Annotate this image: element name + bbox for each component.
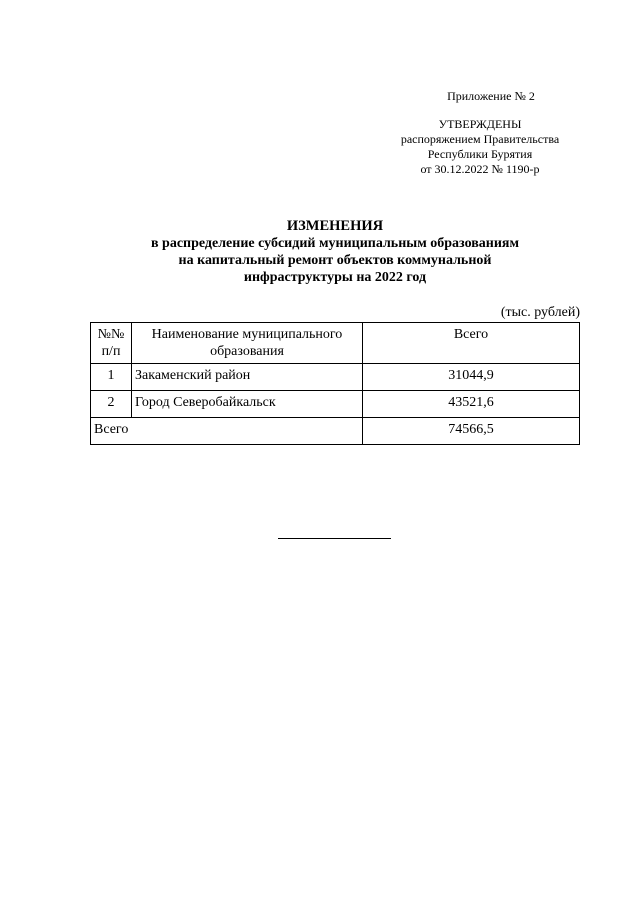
header-num-line2: п/п (101, 344, 121, 359)
header-name (132, 323, 363, 364)
approval-authority: распоряжением Правительства (400, 132, 560, 146)
row-num: 2 (91, 391, 132, 418)
header-total: Всего (363, 323, 580, 364)
approval-status: УТВЕРЖДЕНЫ (438, 117, 522, 131)
footer-total: 74566,5 (363, 418, 580, 445)
row-total: 43521,6 (363, 391, 580, 418)
header-name-line2: образования (210, 344, 284, 359)
title-line-2: в распределение субсидий муниципальным образованиям (150, 236, 520, 251)
row-name: Город Северобайкальск (132, 391, 363, 418)
row-num: 1 (91, 364, 132, 391)
approval-date-number: от 30.12.2022 № 1190-р (420, 162, 540, 176)
subsidies-table (90, 322, 580, 445)
header-name-line1: Наименование муниципального (151, 327, 343, 342)
table-row (91, 391, 580, 418)
approval-block (380, 117, 580, 177)
title-line-3: на капитальный ремонт объектов коммунальной (178, 253, 492, 268)
approval-region: Республики Бурятия (427, 147, 533, 161)
footer-label: Всего (91, 418, 363, 445)
row-total: 31044,9 (363, 364, 580, 391)
header-num-line1: №№ (97, 327, 125, 342)
unit-note: (тыс. рублей) (500, 305, 580, 320)
header-num (91, 323, 132, 364)
title-line-4: инфраструктуры на 2022 год (243, 270, 427, 285)
annex-label: Приложение № 2 (447, 89, 535, 103)
end-divider (278, 538, 391, 539)
row-name: Закаменский район (132, 364, 363, 391)
title-heading: ИЗМЕНЕНИЯ (286, 218, 384, 234)
document-title (90, 218, 580, 286)
table-row (91, 364, 580, 391)
table-footer-row (91, 418, 580, 445)
table-header-row (91, 323, 580, 364)
